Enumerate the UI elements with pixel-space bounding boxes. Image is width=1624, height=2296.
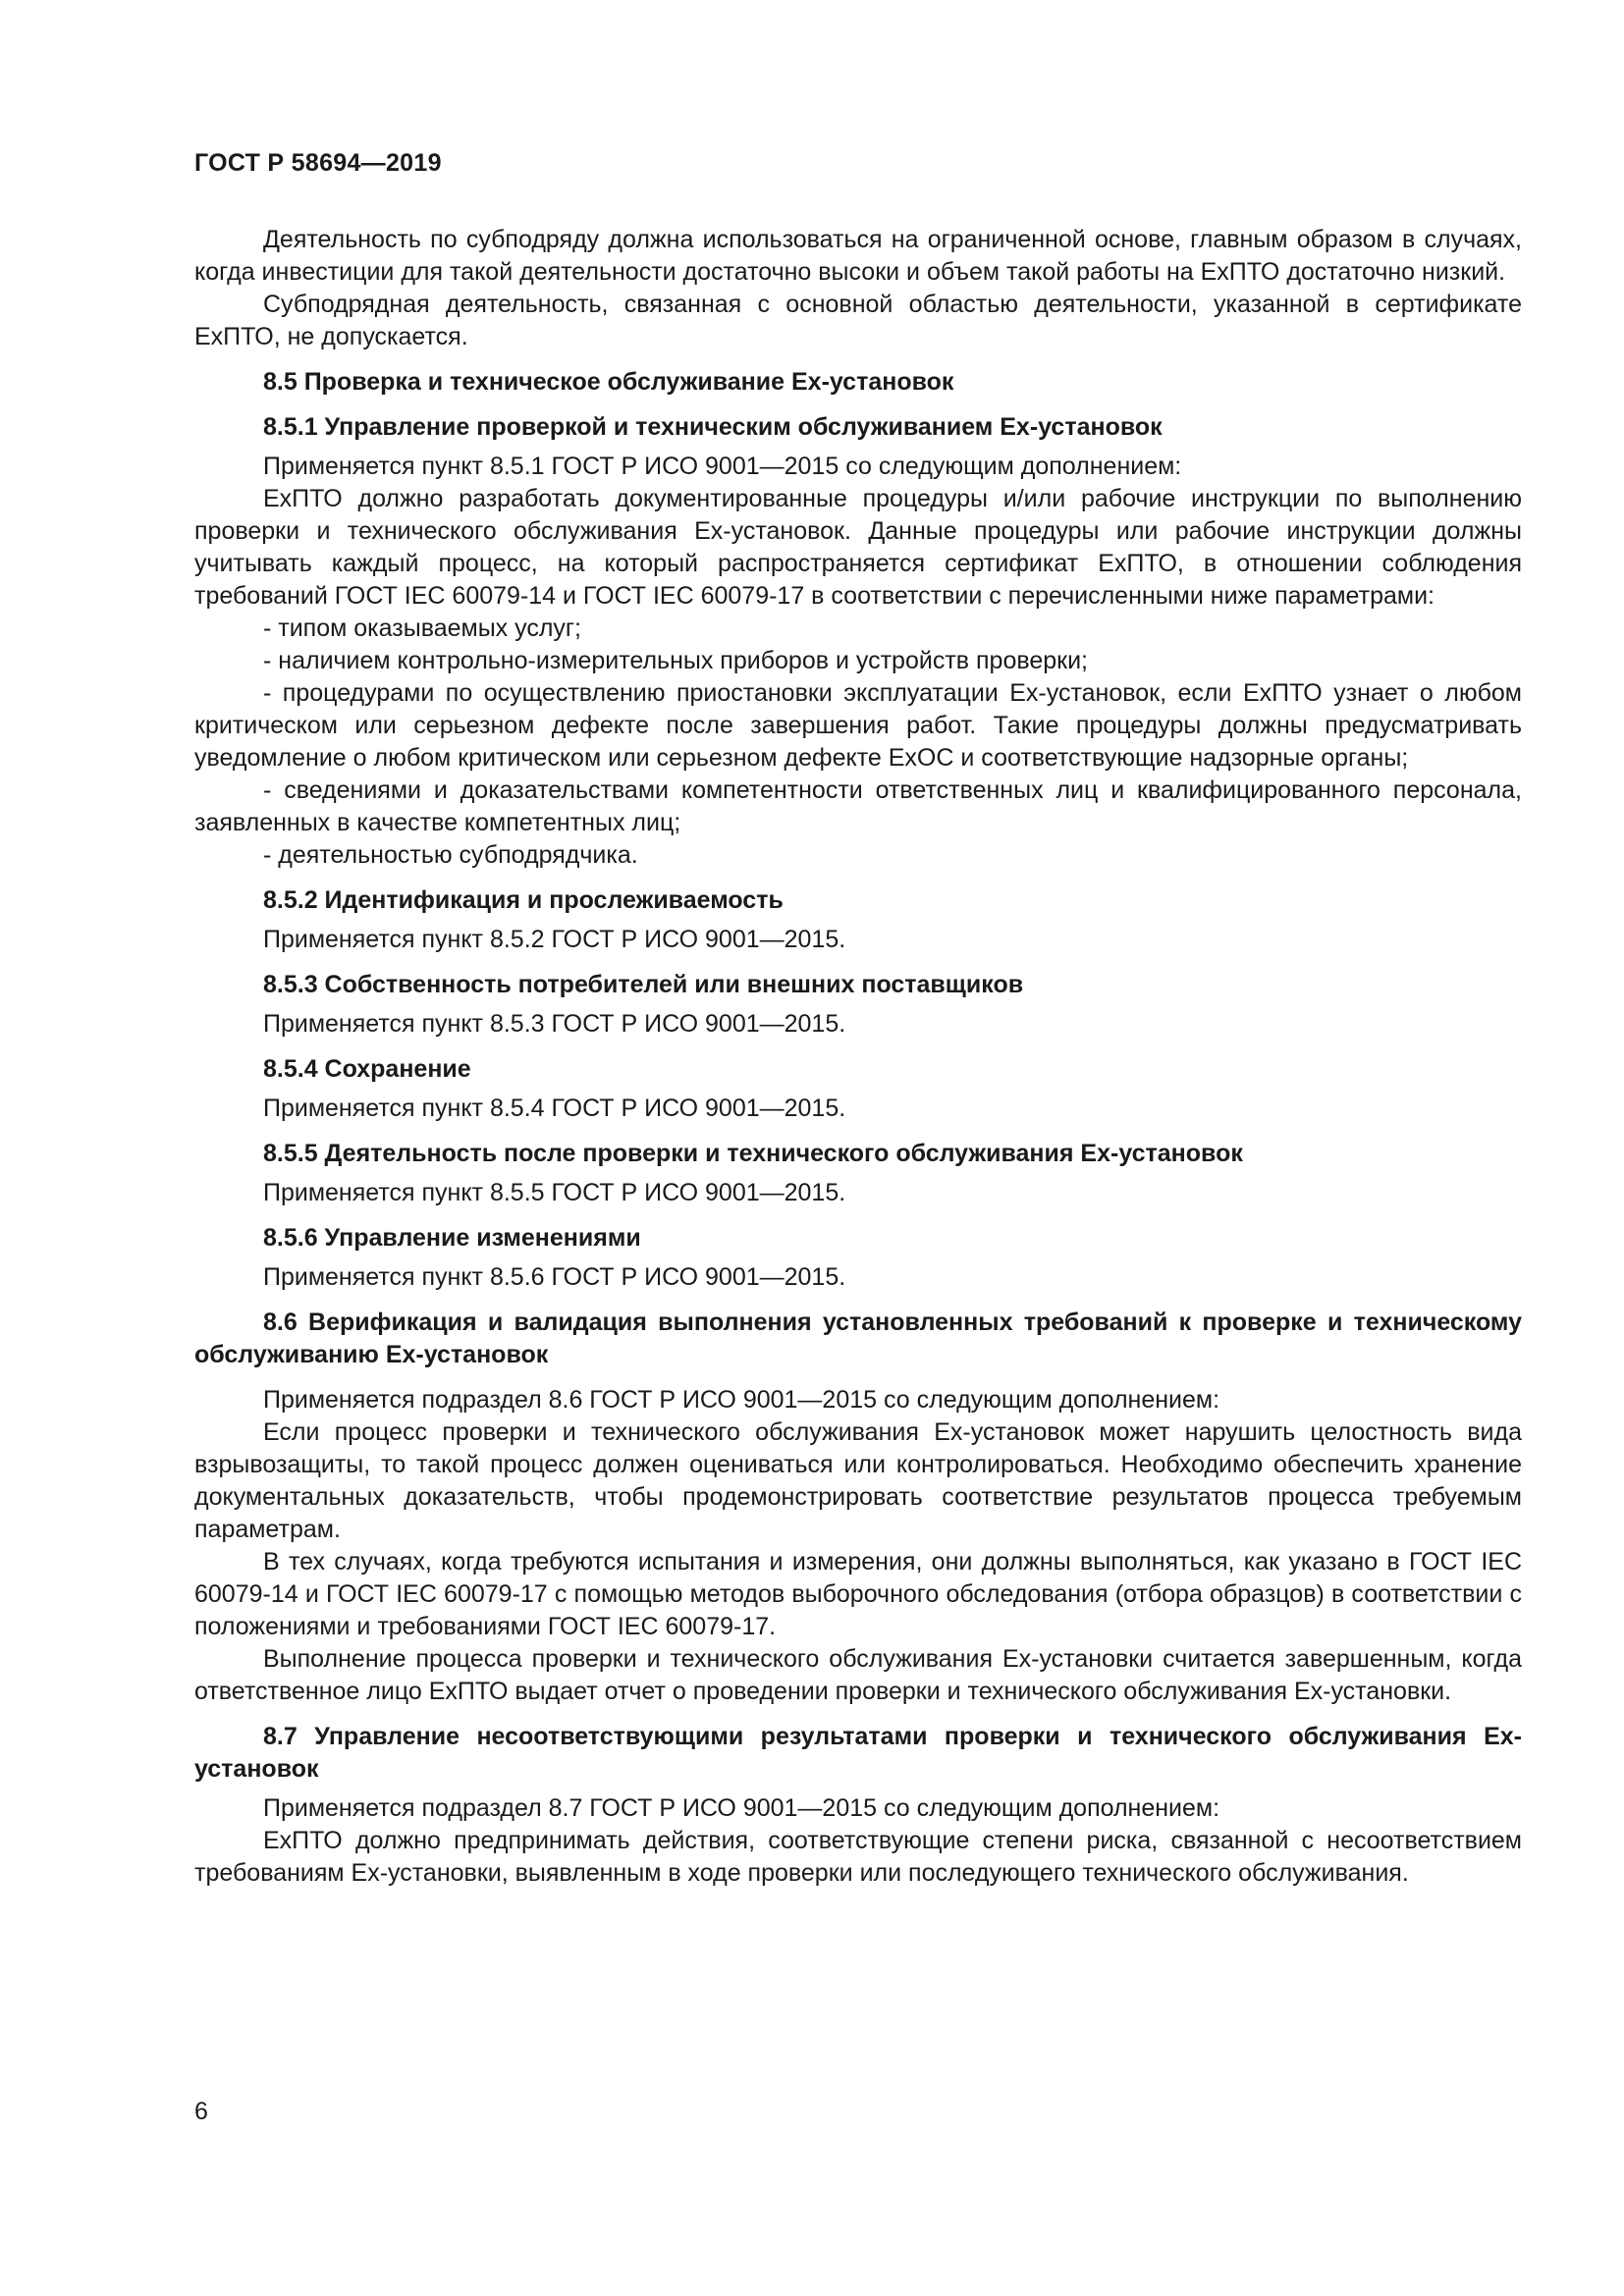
section-heading-8-5-3: 8.5.3 Собственность потребителей или внешних поставщиков [263, 971, 1024, 998]
list-item: - деятельностью субподрядчика. [263, 841, 638, 869]
section-heading-8-5-4: 8.5.4 Сохранение [263, 1055, 471, 1083]
document-body [194, 224, 1522, 1890]
paragraph-8-5-3: Применяется пункт 8.5.3 ГОСТ Р ИСО 9001—2015. [263, 1010, 846, 1038]
paragraph-8-5-1-applies: Применяется пункт 8.5.1 ГОСТ Р ИСО 9001—2015 со следующим дополнением: [263, 453, 1182, 480]
section-heading-8-6: 8.6 Верификация и валидация выполнения установленных требований к проверке и техническому обслуживанию Ex-установок [194, 1308, 1522, 1368]
paragraph-8-5-1-procedures: ExПТО должно разработать документированные процедуры и/или рабочие инструкции по выполнению проверки и технического обслуживания Ex-установок. Данные процедуры или рабочие инструкции должны учитывать каждый процесс, на который распространяется сертификат ExПТО, в отношении соблюдения требований ГОСТ IEC 60079-14 и ГОСТ IEC 60079-17 в соответствии с перечисленными ниже параметрами: [194, 485, 1522, 610]
paragraph-8-6-integrity: Если процесс проверки и технического обслуживания Ex-установок может нарушить целостность вида взрывозащиты, то такой процесс должен оцениваться или контролироваться. Необходимо обеспечить хранение документальных доказательств, чтобы продемонстрировать соответствие результатов процесса требуемым параметрам. [194, 1418, 1522, 1543]
section-heading-8-5-1: 8.5.1 Управление проверкой и техническим обслуживанием Ex-установок [263, 413, 1163, 441]
paragraph-subcontracting-limits: Деятельность по субподряду должна использоваться на ограниченной основе, главным образом в случаях, когда инвестиции для такой деятельности достаточно высоки и объем такой работы на ExПТО достаточно низкий. [194, 226, 1522, 286]
paragraph-8-5-4: Применяется пункт 8.5.4 ГОСТ Р ИСО 9001—2015. [263, 1095, 846, 1122]
paragraph-8-7-applies: Применяется подраздел 8.7 ГОСТ Р ИСО 9001—2015 со следующим дополнением: [263, 1794, 1220, 1822]
section-heading-8-5-5: 8.5.5 Деятельность после проверки и технического обслуживания Ex-установок [263, 1140, 1243, 1167]
paragraph-8-7-actions: ExПТО должно предпринимать действия, соответствующие степени риска, связанной с несоответствием требованиям Ex-установки, выявленным в ходе проверки или последующего технического обслуживания. [194, 1827, 1522, 1887]
paragraph-8-5-2: Применяется пункт 8.5.2 ГОСТ Р ИСО 9001—2015. [263, 926, 846, 953]
paragraph-subcontracting-prohibited: Субподрядная деятельность, связанная с основной областью деятельности, указанной в сертификате ExПТО, не допускается. [194, 291, 1522, 350]
paragraph-8-6-testing: В тех случаях, когда требуются испытания и измерения, они должны выполняться, как указано в ГОСТ IEC 60079-14 и ГОСТ IEC 60079-17 с помощью методов выборочного обследования (отбора образцов) в соответствии с положениями и требованиями ГОСТ IEC 60079-17. [194, 1548, 1522, 1640]
paragraph-8-6-applies: Применяется подраздел 8.6 ГОСТ Р ИСО 9001—2015 со следующим дополнением: [263, 1386, 1220, 1414]
list-item: - наличием контрольно-измерительных приборов и устройств проверки; [263, 647, 1089, 674]
document-code-header: ГОСТ Р 58694—2019 [194, 149, 442, 177]
section-heading-8-7: 8.7 Управление несоответствующими результатами проверки и технического обслуживания Ex-установок [194, 1723, 1522, 1783]
section-heading-8-5-6: 8.5.6 Управление изменениями [263, 1224, 641, 1252]
list-item: - процедурами по осуществлению приостановки эксплуатации Ex-установок, если ExПТО узнает о любом критическом или серьезном дефекте после завершения работ. Такие процедуры должны предусматривать уведомление о любом критическом или серьезном дефекте ExОС и соответствующие надзорные органы; [194, 679, 1522, 772]
paragraph-8-5-5: Применяется пункт 8.5.5 ГОСТ Р ИСО 9001—2015. [263, 1179, 846, 1206]
section-heading-8-5-2: 8.5.2 Идентификация и прослеживаемость [263, 886, 784, 914]
list-item: - сведениями и доказательствами компетентности ответственных лиц и квалифицированного персонала, заявленных в качестве компетентных лиц; [194, 776, 1522, 836]
list-item: - типом оказываемых услуг; [263, 614, 581, 642]
paragraph-8-6-completion: Выполнение процесса проверки и технического обслуживания Ex-установки считается завершенным, когда ответственное лицо ExПТО выдает отчет о проведении проверки и технического обслуживания Ex-установки. [194, 1645, 1522, 1705]
page-number: 6 [194, 2098, 208, 2125]
paragraph-8-5-6: Применяется пункт 8.5.6 ГОСТ Р ИСО 9001—2015. [263, 1263, 846, 1291]
section-heading-8-5: 8.5 Проверка и техническое обслуживание Ex-установок [263, 368, 954, 396]
